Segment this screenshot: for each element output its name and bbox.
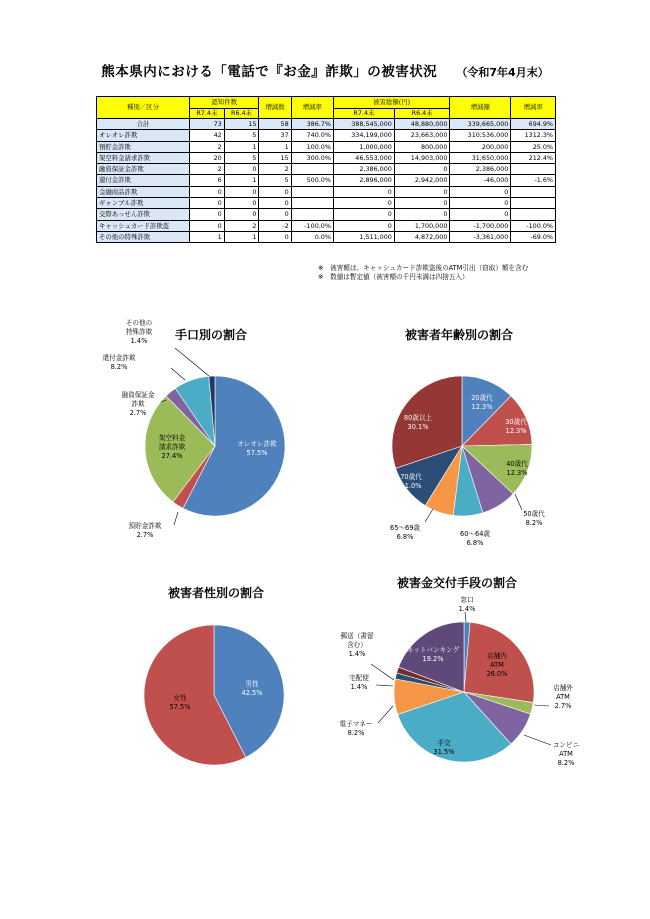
cell-d-prev: 0 xyxy=(394,164,450,175)
cell-c-cur: 6 xyxy=(190,175,225,186)
cell-c-diff: 15 xyxy=(259,152,291,163)
cell-c-diff: 1 xyxy=(259,141,291,152)
cell-c-diff: 0 xyxy=(259,186,291,197)
cell-c-cur: 1 xyxy=(190,231,225,242)
slice-value-label: 2.7% xyxy=(554,702,572,710)
row-label: オレオレ詐欺 xyxy=(97,130,190,141)
pie-chart-3 xyxy=(144,625,284,765)
slice-value-label: 8.2% xyxy=(557,759,575,767)
slice-value-label: 11.0% xyxy=(400,482,422,490)
leader-line xyxy=(515,494,522,510)
cell-c-cur: 20 xyxy=(190,152,225,163)
cell-c-rate: 500.0% xyxy=(291,175,333,186)
cell-d-cur: 1,000,000 xyxy=(333,141,394,152)
row-label: その他の特殊詐欺 xyxy=(97,231,190,242)
cell-d-diff: 310,536,000 xyxy=(450,130,511,141)
cell-c-prev: 15 xyxy=(224,119,259,130)
page-date: （令和7年4月末） xyxy=(456,66,549,79)
chart-title-gender: 被害者性別の割合 xyxy=(168,586,265,600)
header-count-diff: 増減数 xyxy=(259,97,291,119)
slice-label: 含む） xyxy=(347,641,367,649)
slice-value-label: 1.4% xyxy=(350,683,368,691)
slice-label: 50歳代 xyxy=(523,510,545,518)
cell-c-rate: -100.0% xyxy=(291,220,333,231)
slice-label: ATM xyxy=(556,693,570,701)
slice-value-label: 1.4% xyxy=(458,605,476,613)
row-label: ギャンブル詐欺 xyxy=(97,198,190,209)
slice-label: 特殊詐欺 xyxy=(125,328,153,336)
cell-d-prev: 0 xyxy=(394,186,450,197)
row-label: 架空料金請求詐欺 xyxy=(97,152,190,163)
cell-c-diff: 0 xyxy=(259,198,291,209)
cell-c-cur: 73 xyxy=(190,119,225,130)
cell-c-diff: 2 xyxy=(259,164,291,175)
cell-c-cur: 2 xyxy=(190,141,225,152)
slice-value-label: 8.2% xyxy=(525,519,543,527)
cell-d-prev: 1,700,000 xyxy=(394,220,450,231)
slice-label: 70歳代 xyxy=(400,473,422,481)
note-1: ※ 被害額は、キャッシュカード詐欺盗後のATM引出（窃取）額を含む xyxy=(318,264,529,272)
cell-d-diff: 0 xyxy=(450,209,511,220)
leader-line xyxy=(371,664,394,680)
slice-label: 80歳以上 xyxy=(403,414,433,422)
row-label: 交際あっせん詐欺 xyxy=(97,209,190,220)
cell-d-cur: 2,386,000 xyxy=(333,164,394,175)
cell-c-diff: 37 xyxy=(259,130,291,141)
header-count-rate: 増減率 xyxy=(291,97,333,119)
leader-line xyxy=(465,612,466,622)
cell-c-diff: 0 xyxy=(259,231,291,242)
cell-d-diff: 2,386,000 xyxy=(450,164,511,175)
cell-c-prev: 0 xyxy=(224,164,259,175)
slice-value-label: 2.7% xyxy=(136,531,154,539)
slice-value-label: 42.5% xyxy=(241,689,263,697)
cell-d-diff: -3,361,000 xyxy=(450,231,511,242)
cell-c-cur: 0 xyxy=(190,186,225,197)
cell-d-diff: 0 xyxy=(450,198,511,209)
cell-d-diff: -46,000 xyxy=(450,175,511,186)
slice-label: 請求詐欺 xyxy=(158,443,186,451)
cell-d-rate: -69.0% xyxy=(511,231,556,242)
cell-c-prev: 1 xyxy=(224,175,259,186)
slice-value-label: 57.5% xyxy=(246,449,268,457)
slice-value-label: 27.4% xyxy=(161,452,183,460)
slice-label: ATM xyxy=(490,661,504,669)
slice-label: 架空料金 xyxy=(158,434,186,442)
slice-value-label: 12.3% xyxy=(505,427,527,435)
page-title: 熊本県内における「電話で『お金』詐欺」の被害状況 xyxy=(101,64,438,80)
cell-c-cur: 42 xyxy=(190,130,225,141)
cell-d-cur: 46,553,000 xyxy=(333,152,394,163)
cell-c-cur: 0 xyxy=(190,220,225,231)
slice-label: 女性 xyxy=(173,694,187,702)
cell-d-diff: 0 xyxy=(450,186,511,197)
cell-d-cur: 1,511,000 xyxy=(333,231,394,242)
leader-line xyxy=(425,509,433,522)
cell-d-rate: -100.0% xyxy=(511,220,556,231)
slice-value-label: 1.4% xyxy=(130,337,148,345)
chart-title-age: 被害者年齢別の割合 xyxy=(405,328,514,342)
cell-d-diff: 200,000 xyxy=(450,141,511,152)
cell-d-rate: 1312.3% xyxy=(511,130,556,141)
cell-d-prev: 0 xyxy=(394,198,450,209)
cell-c-prev: 5 xyxy=(224,152,259,163)
slice-value-label: 12.3% xyxy=(506,469,528,477)
cell-d-diff: -1,700,000 xyxy=(450,220,511,231)
slice-value-label: 19.2% xyxy=(422,655,444,663)
row-label: キャッシュカード詐欺盗 xyxy=(97,220,190,231)
cell-c-diff: -2 xyxy=(259,220,291,231)
cell-d-cur: 334,199,000 xyxy=(333,130,394,141)
cell-d-diff: 31,650,000 xyxy=(450,152,511,163)
row-label: 合計 xyxy=(97,119,190,130)
cell-d-prev: 48,880,000 xyxy=(394,119,450,130)
cell-d-cur: 0 xyxy=(333,209,394,220)
cell-d-prev: 14,903,000 xyxy=(394,152,450,163)
cell-d-rate: 25.0% xyxy=(511,141,556,152)
slice-label: 手交 xyxy=(437,739,451,747)
header-count: 認知件数 xyxy=(190,97,259,109)
cell-d-prev: 800,000 xyxy=(394,141,450,152)
slice-label: 融資保証金 xyxy=(121,391,155,399)
slice-value-label: 6.8% xyxy=(396,533,414,541)
cell-d-prev: 0 xyxy=(394,209,450,220)
slice-value-label: 8.2% xyxy=(347,729,365,737)
slice-value-label: 6.8% xyxy=(466,539,484,547)
slice-label: ネットバンキング xyxy=(406,646,460,654)
slice-label: 店舗外 xyxy=(553,684,573,692)
slice-label: 30歳代 xyxy=(505,418,527,426)
slice-label: 電子マネー xyxy=(339,720,373,728)
leader-line xyxy=(378,706,393,723)
cell-c-prev: 1 xyxy=(224,141,259,152)
slice-label: 男性 xyxy=(245,680,259,688)
cell-c-rate: 740.0% xyxy=(291,130,333,141)
slice-label: 60～64歳 xyxy=(460,530,490,538)
slice-label: 宅配便 xyxy=(349,674,369,682)
cell-c-rate: 386.7% xyxy=(291,119,333,130)
cell-d-prev: 2,942,000 xyxy=(394,175,450,186)
leader-line xyxy=(524,735,551,745)
cell-c-rate: 0.0% xyxy=(291,231,333,242)
header-count-prev: R6.4末 xyxy=(224,109,259,119)
cell-c-rate: 300.0% xyxy=(291,152,333,163)
cell-d-cur: 2,896,000 xyxy=(333,175,394,186)
cell-c-cur: 0 xyxy=(190,209,225,220)
cell-d-cur: 0 xyxy=(333,220,394,231)
cell-d-cur: 0 xyxy=(333,186,394,197)
pie-chart-1 xyxy=(103,318,285,539)
header-damage: 被害総額(円) xyxy=(333,97,449,109)
slice-label: 詐欺 xyxy=(131,400,145,408)
row-label: 融資保証金詐欺 xyxy=(97,164,190,175)
slice-label: 20歳代 xyxy=(471,394,493,402)
note-2: ※ 数値は暫定値（被害額の千円未満は四捨五入） xyxy=(318,273,469,281)
header-damage-diff: 増減額 xyxy=(450,97,511,119)
cell-c-prev: 5 xyxy=(224,130,259,141)
cell-d-prev: 4,872,000 xyxy=(394,231,450,242)
leader-line xyxy=(174,512,178,525)
slice-label: 預貯金詐欺 xyxy=(128,522,162,530)
slice-label: 窓口 xyxy=(460,596,474,604)
slice-label: コンビニ xyxy=(552,741,580,749)
row-label: 預貯金詐欺 xyxy=(97,141,190,152)
leader-line xyxy=(175,348,209,376)
cell-c-prev: 0 xyxy=(224,186,259,197)
slice-label: 65～69歳 xyxy=(390,524,420,532)
cell-d-rate: 212.4% xyxy=(511,152,556,163)
header-damage-rate: 増減率 xyxy=(511,97,556,119)
leader-line xyxy=(376,685,393,686)
header-type: 種別／区分 xyxy=(97,97,190,119)
cell-c-prev: 2 xyxy=(224,220,259,231)
cell-c-rate: 100.0% xyxy=(291,141,333,152)
slice-label: 40歳代 xyxy=(506,460,528,468)
chart-title-payment: 被害金交付手段の割合 xyxy=(397,576,518,590)
cell-d-cur: 388,545,000 xyxy=(333,119,394,130)
cell-c-diff: 58 xyxy=(259,119,291,130)
row-label: 還付金詐欺 xyxy=(97,175,190,186)
leader-line xyxy=(171,368,185,380)
slice-label: 店舗内 xyxy=(487,652,507,660)
cell-c-cur: 0 xyxy=(190,198,225,209)
cell-d-rate: 694.9% xyxy=(511,119,556,130)
slice-label: 郵送（書留 xyxy=(340,632,374,640)
slice-value-label: 31.5% xyxy=(433,748,455,756)
slice-label: ATM xyxy=(559,750,573,758)
header-count-cur: R7.4末 xyxy=(190,109,225,119)
cell-c-diff: 0 xyxy=(259,209,291,220)
cell-c-diff: 5 xyxy=(259,175,291,186)
cell-c-prev: 1 xyxy=(224,231,259,242)
slice-value-label: 30.1% xyxy=(407,423,429,431)
slice-value-label: 57.5% xyxy=(169,703,191,711)
pie-chart-2 xyxy=(390,376,545,547)
slice-value-label: 12.3% xyxy=(471,403,493,411)
chart-title-method: 手口別の割合 xyxy=(175,328,248,342)
leader-line xyxy=(534,705,549,706)
slice-label: その他の xyxy=(125,319,153,327)
slice-value-label: 2.7% xyxy=(129,409,147,417)
cell-d-rate: -1.6% xyxy=(511,175,556,186)
row-label: 金融商品詐欺 xyxy=(97,186,190,197)
cell-c-prev: 0 xyxy=(224,198,259,209)
cell-d-diff: 339,665,000 xyxy=(450,119,511,130)
cell-c-prev: 0 xyxy=(224,209,259,220)
header-damage-prev: R6.4末 xyxy=(394,109,450,119)
slice-value-label: 8.2% xyxy=(110,363,128,371)
slice-label: 還付金詐欺 xyxy=(102,354,136,362)
cell-d-cur: 0 xyxy=(333,198,394,209)
cell-c-cur: 2 xyxy=(190,164,225,175)
slice-value-label: 1.4% xyxy=(348,650,366,658)
slice-value-label: 26.0% xyxy=(486,670,508,678)
slice-label: オレオレ詐欺 xyxy=(237,440,277,448)
header-damage-cur: R7.4末 xyxy=(333,109,394,119)
pie-chart-4 xyxy=(340,595,580,767)
cell-d-prev: 23,663,000 xyxy=(394,130,450,141)
